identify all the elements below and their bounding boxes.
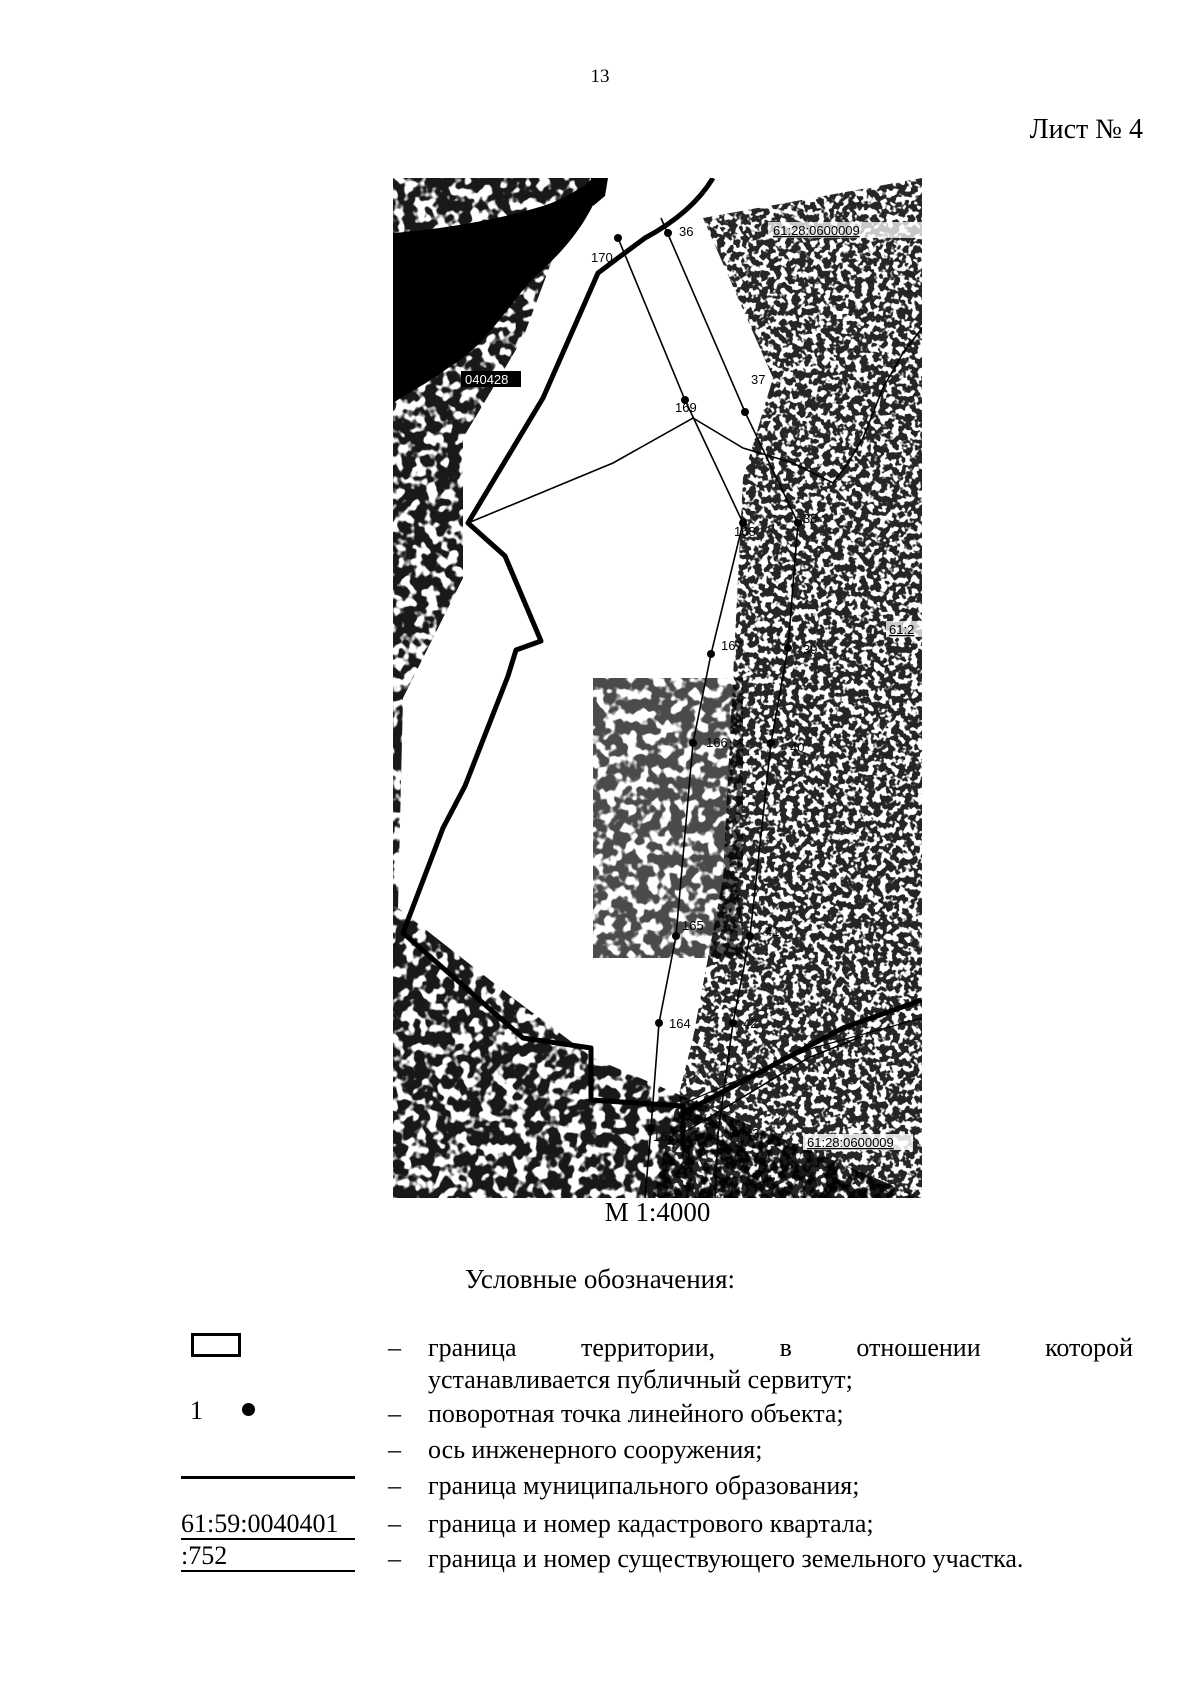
page-number: 13 — [590, 66, 610, 87]
legend-text: ось инженерного сооружения; — [428, 1435, 763, 1464]
point-label: 41 — [765, 924, 780, 939]
cadastral-symbol — [181, 1508, 338, 1572]
legend-dash: – — [388, 1399, 401, 1428]
legend-dash: – — [388, 1333, 401, 1362]
sheet-label: Лист № 4 — [1029, 114, 1143, 145]
legend-dash: – — [388, 1471, 401, 1500]
point-label: 163 — [653, 1129, 675, 1144]
legend-text: поворотная точка линейного объекта; — [428, 1399, 844, 1428]
land-plot-number: :752 — [181, 1541, 228, 1570]
point-label: 42 — [743, 1016, 758, 1031]
legend-text: граница территории, в отношении которой — [428, 1333, 1133, 1362]
point-label: 164 — [669, 1016, 691, 1031]
point-symbol-number: 1 — [190, 1396, 203, 1425]
cadastral-quarter-number: 61:59:0040401 — [181, 1509, 339, 1538]
legend-title: Условные обозначения: — [464, 1264, 736, 1294]
point-label: 166 — [706, 735, 728, 750]
territory-boundary-symbol — [191, 1333, 241, 1357]
legend-dash: – — [388, 1435, 401, 1464]
legend-text: граница муниципального образования; — [428, 1471, 860, 1500]
point-label: 40 — [790, 740, 805, 755]
cadastral-label: 61:28:0600009 — [773, 223, 860, 238]
point-label: 36 — [679, 224, 694, 239]
point-label: 43 — [745, 1126, 760, 1141]
legend-text-continued: устанавливается публичный сервитут; — [428, 1365, 853, 1394]
point-label: 38 — [803, 511, 818, 526]
point-label: 169 — [675, 400, 697, 415]
legend-dash: – — [388, 1544, 401, 1573]
point-symbol-dot — [242, 1403, 255, 1416]
point-label: 165 — [682, 918, 704, 933]
point-label: 167 — [721, 638, 743, 653]
legend-text: граница и номер кадастрового квартала; — [428, 1509, 874, 1538]
point-label: 37 — [751, 372, 766, 387]
cadastral-label: 61:2 — [889, 622, 915, 637]
cadastral-label: 040428 — [465, 372, 509, 387]
point-label: 170 — [591, 250, 613, 265]
point-label: 39 — [803, 642, 818, 657]
point-label: 168 — [734, 524, 756, 539]
municipality-boundary-symbol — [181, 1476, 355, 1479]
land-plot-underline — [181, 1570, 355, 1572]
map-scale: М 1:4000 — [604, 1197, 711, 1227]
legend-dash: – — [388, 1509, 401, 1538]
cadastral-quarter-underline — [181, 1538, 355, 1540]
cadastral-label: 61:28:0600009 — [807, 1135, 894, 1150]
legend-text: граница и номер существующего земельного участка. — [428, 1544, 1024, 1573]
